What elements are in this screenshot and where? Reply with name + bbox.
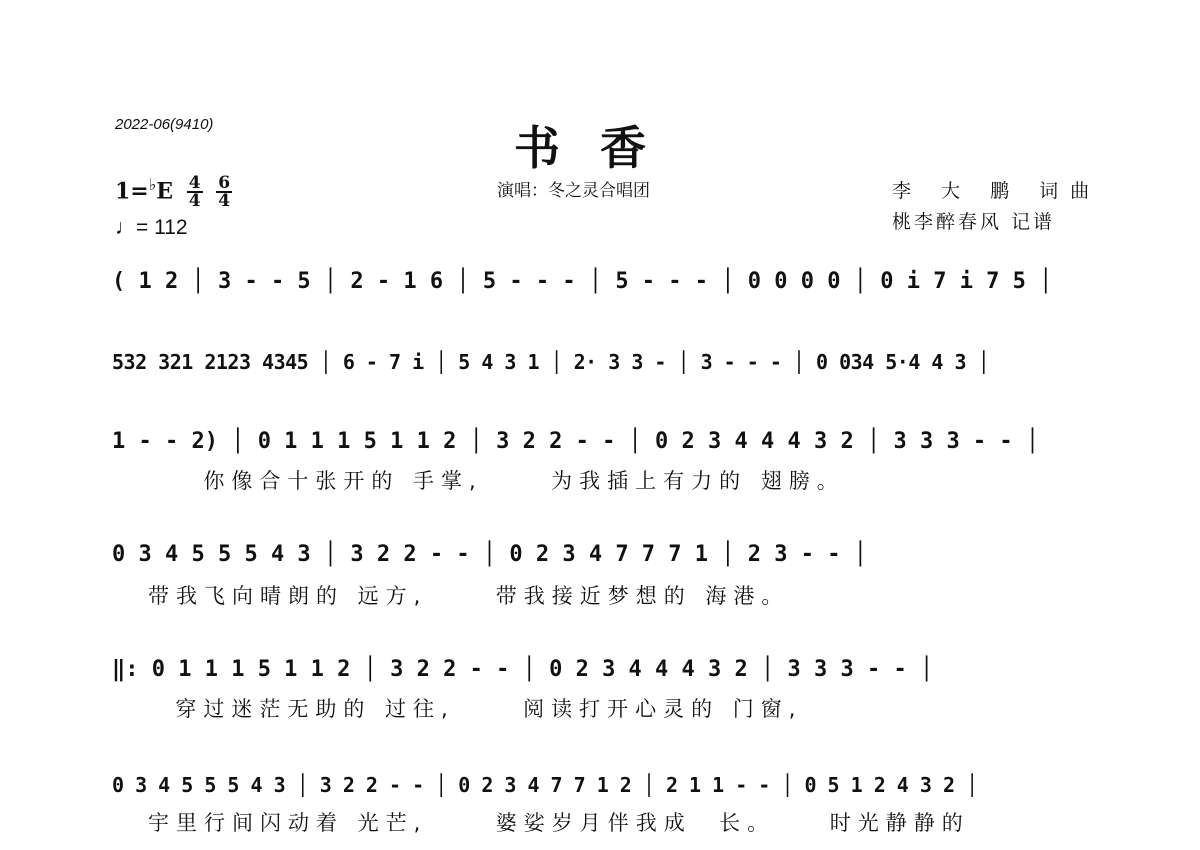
time-sig-denominator: 4 (218, 191, 231, 212)
score-line-2 (112, 345, 1087, 385)
notes: 0 3 4 5 5 5 4 3 │ 3 2 2 - - │ 0 2 3 4 7 7 1 2 │ 2 1 1 - - │ 0 5 1 2 4 3 2 │ (112, 773, 978, 797)
notes: ( 1 2 │ 3 - - 5 │ 2 - 1 6 │ 5 - - - │ 5 - - - │ 0 0 0 0 │ 0 i 7 i 7 5 │ (112, 269, 1053, 294)
flat-sign: ♭ (148, 175, 157, 194)
score-line-1 (112, 265, 1087, 305)
lyrics-line-5: 穿过迷茫无助的 过往, 阅读打开心灵的 门窗, (148, 697, 803, 721)
performer-credit: 演唱：冬之灵合唱团 (497, 181, 650, 201)
lyrics-line-6: 宇里行间闪动着 光芒, 婆娑岁月伴我成 长。 时光静静的 (148, 811, 970, 835)
score-line-3 (112, 425, 1087, 465)
score-line-6 (112, 768, 1087, 808)
notes: 1 - - 2) │ 0 1 1 1 5 1 1 2 │ 3 2 2 - - │ 0 2 3 4 4 4 3 2 │ 3 3 3 - - │ (112, 429, 1040, 454)
notes: 0 3 4 5 5 5 4 3 │ 3 2 2 - - │ 0 2 3 4 7 7 7 1 │ 2 3 - - │ (112, 542, 867, 567)
time-signature-4-4 (187, 173, 203, 212)
lyrics-line-3: 你像合十张开的 手掌, 为我插上有力的 翅膀。 (135, 469, 845, 493)
composer-credit: 李 大 鹏 词曲 (892, 180, 1102, 202)
time-signature-6-4 (216, 173, 232, 212)
score-line-5 (112, 653, 1087, 693)
score-line-4 (112, 538, 1087, 578)
lyrics-line-4: 带我飞向晴朗的 远方, 带我接近梦想的 海港。 (148, 584, 790, 608)
song-title: 书香 (514, 121, 686, 175)
tempo-marking: ♩= 112 (115, 216, 188, 239)
key-letter: E (156, 178, 174, 205)
time-sig-numerator: 6 (218, 173, 231, 194)
key-signature (115, 173, 232, 212)
time-sig-numerator: 4 (188, 173, 201, 194)
notes: 532 321 2123 4345 │ 6 - 7 i │ 5 4 3 1 │ 2· 3 3 - │ 3 - - - │ 0 034 5·4 4 3 │ (112, 350, 990, 374)
key-prefix: 1= (115, 178, 149, 205)
notes: ‖: 0 1 1 1 5 1 1 2 │ 3 2 2 - - │ 0 2 3 4 4 4 3 2 │ 3 3 3 - - │ (112, 657, 934, 682)
time-sig-denominator: 4 (188, 191, 201, 212)
transcriber-credit: 桃李醉春风 记谱 (892, 211, 1056, 233)
date-code: 2022-06(9410) (115, 116, 214, 133)
